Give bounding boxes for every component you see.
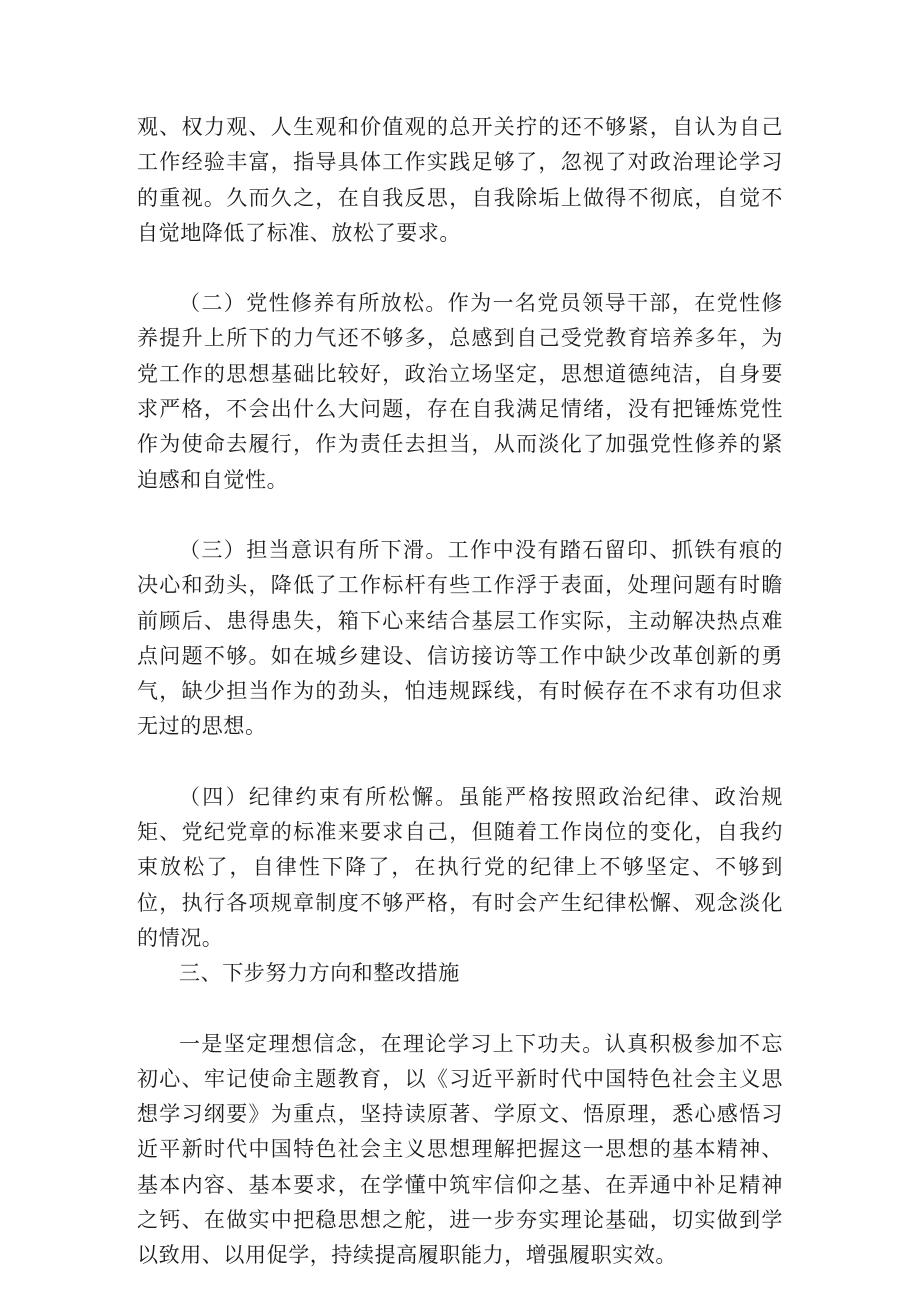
paragraph-continuation: 观、权力观、人生观和价值观的总开关拧的还不够紧，自认为自己工作经验丰富，指导具体工作实践足够了，忽视了对政治理论学习的重视。久而久之，在自我反思，自我除垢上做得不彻底，自觉不自觉地降低了标准、放松了要求。	[137, 115, 783, 245]
paragraph-ideals: 一是坚定理想信念，在理论学习上下功夫。认真积极参加不忘初心、牢记使命主题教育，以《习近平新时代中国特色社会主义思想学习纲要》为重点，坚持读原著、学原文、悟原理，悉心感悟习近平新时代中国特色社会主义思想理解把握这一思想的基本精神、基本内容、基本要求，在学懂中筑牢信仰之基、在弄通中补足精神之钙、在做实中把稳思想之舵，进一步夯实理论基础，切实做到学以致用、以用促学，持续提高履职能力，增强履职实效。	[137, 1031, 783, 1268]
paragraph-discipline: （四）纪律约束有所松懈。虽能严格按照政治纪律、政治规矩、党纪党章的标准来要求自己，但随着工作岗位的变化，自我约束放松了，自律性下降了，在执行党的纪律上不够坚定、不够到位，执行各项规章制度不够严格，有时会产生纪律松懈、观念淡化的情况。	[137, 784, 783, 950]
document-page	[137, 110, 783, 1274]
paragraph-party-spirit: （二）党性修养有所放松。作为一名党员领导干部，在党性修养提升上所下的力气还不够多，总感到自己受党教育培养多年，为党工作的思想基础比较好，政治立场坚定，思想道德纯洁，自身要求严格，不会出什么大问题，存在自我满足情绪，没有把锤炼党性作为使命去履行，作为责任去担当，从而淡化了加强党性修养的紧迫感和自觉性。	[137, 291, 783, 492]
paragraph-responsibility: （三）担当意识有所下滑。工作中没有踏石留印、抓铁有痕的决心和劲头，降低了工作标杆有些工作浮于表面，处理问题有时瞻前顾后、患得患失，箱下心来结合基层工作实际，主动解决热点难点问题不够。如在城乡建设、信访接访等工作中缺少改革创新的勇气，缺少担当作为的劲头，怕违规踩线，有时候存在不求有功但求无过的思想。	[137, 537, 783, 739]
section-heading: 三、下步努力方向和整改措施	[179, 961, 460, 986]
